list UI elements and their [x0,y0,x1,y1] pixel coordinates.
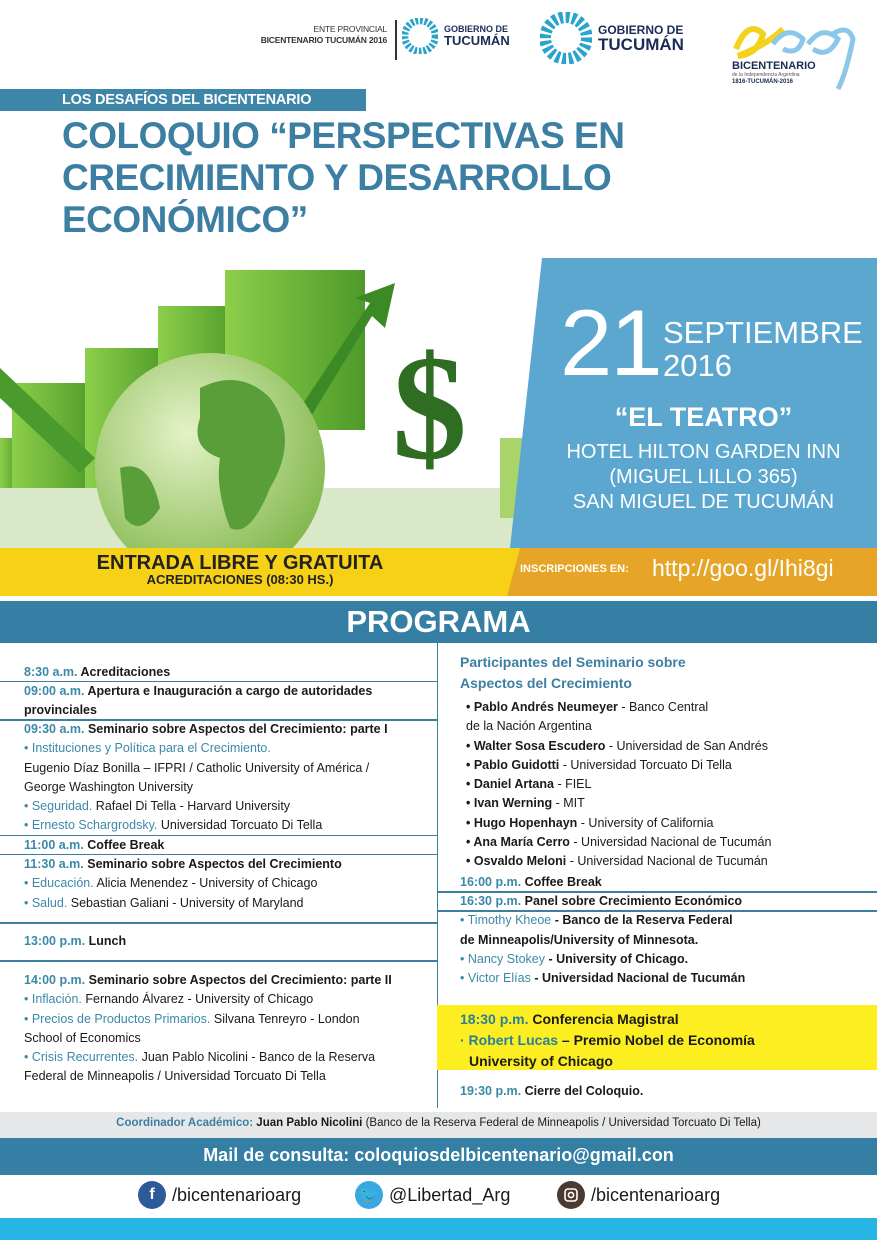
activity: Lunch [88,934,127,948]
gob-small-b: TUCUMÁN [444,33,510,48]
affiliation: - University of Chicago. [544,951,689,966]
time: 09:30 a.m. [24,722,85,736]
participant: • Pablo Andrés Neumeyer - Banco Central [466,700,709,714]
time: 18:30 p.m. [460,1011,529,1027]
coordinator-label: Coordinador Académico: [116,1117,254,1129]
event-venue: “EL TEATRO” [614,402,793,432]
schedule-item-coffee-2 [460,873,870,892]
page-title [62,115,702,241]
event-month-year [663,316,863,382]
event-hotel: HOTEL HILTON GARDEN INN [566,441,841,463]
schedule-item-cierre [460,1082,870,1101]
affiliation: de Minneapolis/University of Minnesota. [460,932,699,947]
activity: Panel sobre Crecimiento Económico [524,894,743,908]
gobierno-tucuman-logo [540,12,684,64]
time: 16:00 p.m. [460,875,522,889]
participant: • Ana María Cerro - Universidad Nacional de Tucumán [466,835,772,850]
entry-title: ENTRADA LIBRE Y GRATUITA [96,552,384,574]
speaker-cont: Federal de Minneapolis / Universidad Torcuato Di Tella [24,1069,326,1084]
logo-divider [395,20,397,60]
topic: • Instituciones y Política para el Crecimiento. [24,741,271,756]
affiliation: - Universidad Nacional de Tucumán [530,971,746,986]
schedule-item-coffee [24,836,434,855]
ente-line1: ENTE PROVINCIAL [313,24,387,34]
registration-link[interactable]: http://goo.gl/Ihi8gi [652,555,834,581]
topic: • Educación. [24,876,94,891]
participant: • Daniel Artana - FIEL [466,777,592,792]
programa-title: PROGRAMA [346,604,531,639]
schedule-item-seminario-2 [24,971,434,1087]
time: 11:00 a.m. [24,838,84,852]
instagram-icon [557,1181,585,1209]
speaker: Silvana Tenreyro - London [210,1011,360,1026]
topic: • Crisis Recurrentes. [24,1050,139,1065]
activity-cont: provinciales [24,703,97,718]
registration-label: INSCRIPCIONES EN: [520,563,629,575]
time: 16:30 p.m. [460,894,522,908]
participant: • Pablo Guidotti - Universidad Torcuato Di Tella [466,757,732,772]
gob-big-b: TUCUMÁN [598,34,684,54]
schedule-item-apertura [24,682,434,721]
affiliation: - Banco de la Reserva Federal [551,913,733,928]
activity: Seminario sobre Aspectos del Crecimiento: parte I [87,722,388,736]
topic: • Seguridad. [24,799,93,814]
panelist: • Timothy Kheoe [460,913,552,928]
activity: Coffee Break [521,875,602,889]
bicentenario-logo-title: BICENTENARIO [732,60,816,72]
ente-provincial-logo [232,24,387,46]
speaker: Alicia Menendez - University of Chicago [93,876,318,891]
speaker: Universidad Torcuato Di Tella [157,818,323,833]
topic: • Salud. [24,895,68,910]
schedule-item-keynote [460,1009,870,1072]
title-line: COLOQUIO “PERSPECTIVAS EN [62,115,625,156]
gobierno-tucuman-logo-small [402,18,510,54]
activity: Conferencia Magistral [532,1011,679,1027]
event-month: SEPTIEMBRE [663,315,863,350]
accreditation-time: ACREDITACIONES (08:30 HS.) [146,572,334,587]
twitter-icon: 🐦 [355,1181,383,1209]
speaker: Fernando Álvarez - University of Chicago [81,992,314,1007]
speaker-cont: School of Economics [24,1030,141,1045]
instagram-handle: /bicentenarioarg [591,1184,721,1205]
event-address [530,440,877,515]
schedule-item-lunch [24,932,434,951]
speaker: Rafael Di Tella - Harvard University [92,799,291,814]
time: 19:30 p.m. [460,1084,522,1098]
participant: • Walter Sosa Escudero - Universidad de San Andrés [466,738,768,753]
time: 09:00 a.m. [24,684,85,698]
twitter-link[interactable] [355,1181,510,1209]
svg-text:$: $ [392,325,467,491]
participants-title-line: Aspectos del Crecimiento [460,675,632,691]
event-day: 21 [560,290,661,395]
facebook-icon: f [138,1181,166,1209]
bottom-bar [0,1218,877,1240]
participant: • Hugo Hopenhayn - University of California [466,815,714,830]
title-line: CRECIMIENTO Y DESARROLLO [62,157,612,198]
schedule-item-seminario-1 [24,720,434,836]
divider [0,922,437,924]
instagram-link[interactable] [557,1181,720,1209]
title-line: ECONÓMICO” [62,199,308,240]
activity: Seminario sobre Aspectos del Crecimiento [87,857,342,871]
gob-small-a: GOBIERNO DE [444,24,509,34]
keynote-speaker: · Robert Lucas [460,1032,559,1048]
coordinator-name: Juan Pablo Nicolini [253,1117,363,1129]
twitter-handle: @Libertad_Arg [389,1184,511,1205]
contact-email[interactable]: Mail de consulta: coloquiosdelbicentenario@gmail.con [203,1145,674,1165]
schedule-item-acreditaciones [24,663,434,682]
coordinator [0,1117,877,1129]
panelist: • Victor Elías [460,971,531,986]
facebook-handle: /bicentenarioarg [172,1184,302,1205]
time: 11:30 a.m. [24,857,84,871]
activity: Apertura e Inauguración a cargo de autoridades [87,684,373,698]
keynote-univ: University of Chicago [469,1053,613,1069]
schedule-item-panel [460,892,870,988]
event-street: (MIGUEL LILLO 365) [609,466,798,488]
topic: • Ernesto Schargrodsky. [24,818,158,833]
time: 8:30 a.m. [24,665,78,679]
event-year: 2016 [663,348,732,383]
bicentenario-logo-years: 1816-TUCUMÁN-2016 [732,79,794,85]
activity: Coffee Break [87,838,165,852]
speaker-cont: George Washington University [24,779,194,794]
activity: Seminario sobre Aspectos del Crecimiento: parte II [88,973,392,987]
speaker: Juan Pablo Nicolini - Banco de la Reserva [138,1050,376,1065]
participants-title-line: Participantes del Seminario sobre [460,654,686,670]
time: 14:00 p.m. [24,973,86,987]
kicker: LOS DESAFÍOS DEL BICENTENARIO [62,92,312,108]
facebook-link[interactable] [138,1181,301,1209]
speaker: Eugenio Díaz Bonilla – IFPRI / Catholic University of América / [24,760,370,775]
ente-line2: BICENTENARIO TUCUMÁN 2016 [260,35,387,45]
sun-emblem-icon [402,18,438,54]
keynote-award: – Premio Nobel de Economía [558,1032,755,1048]
participants-list [466,698,876,872]
topic: • Precios de Productos Primarios. [24,1011,211,1026]
speaker: Sebastian Galiani - University of Maryland [67,895,304,910]
activity: Acreditaciones [80,665,171,679]
panelist: • Nancy Stokey [460,951,545,966]
participant: de la Nación Argentina [466,719,592,734]
topic: • Inflación. [24,992,82,1007]
coordinator-affil: (Banco de la Reserva Federal de Minneapolis / Universidad Torcuato Di Tella) [362,1117,761,1129]
participant: • Osvaldo Meloni - Universidad Nacional de Tucumán [466,854,768,869]
participants-title [460,652,870,694]
economy-globe-illustration [0,258,545,548]
event-city: SAN MIGUEL DE TUCUMÁN [572,491,835,513]
schedule-item-seminario [24,855,434,913]
sun-emblem-icon [540,12,592,64]
bicentenario-logo-sub: de la Independencia Argentina [732,72,800,78]
participant: • Ivan Werning - MIT [466,796,585,811]
activity: Cierre del Coloquio. [524,1084,644,1098]
gob-big-a: GOBIERNO DE [598,22,684,37]
divider [0,960,437,962]
time: 13:00 p.m. [24,934,86,948]
